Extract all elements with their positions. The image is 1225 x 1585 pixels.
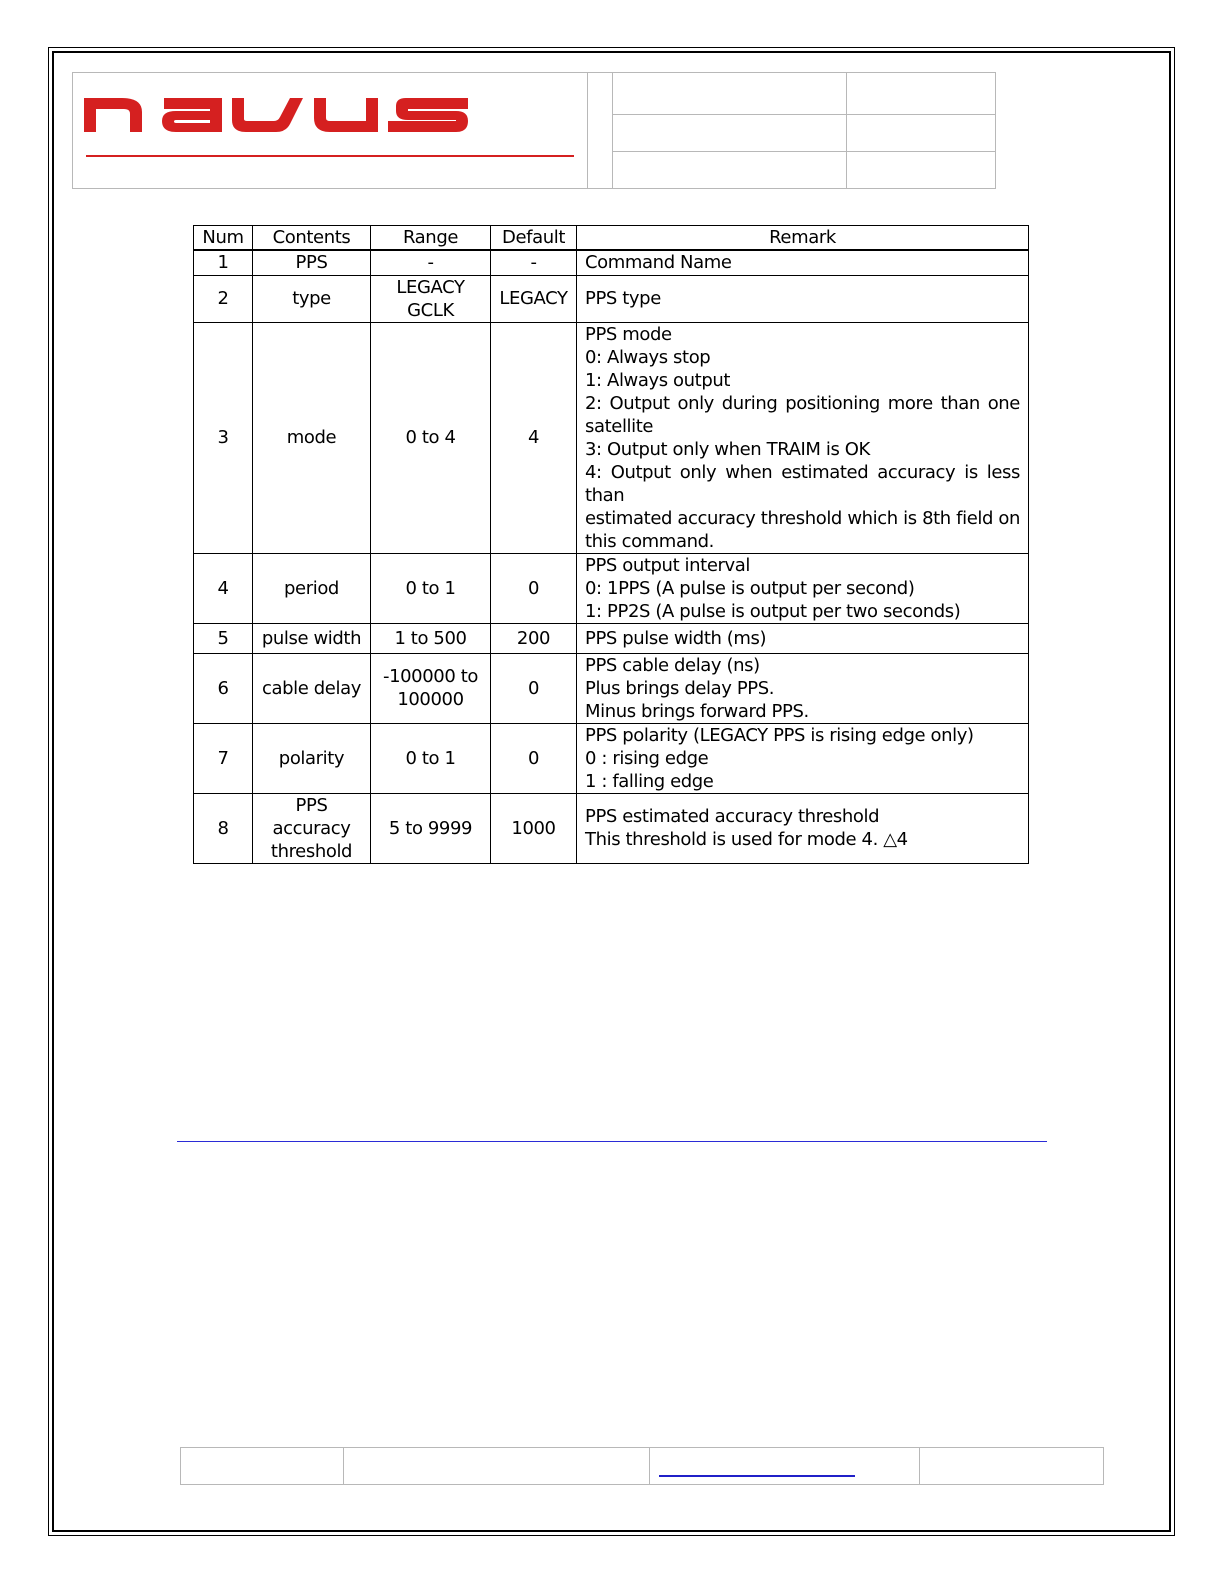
- header-contents: Contents: [253, 226, 371, 251]
- header-red-rule: [86, 155, 574, 157]
- contents-line: PPS: [295, 794, 328, 816]
- contents-line: threshold: [270, 840, 353, 862]
- contents-line: polarity: [278, 747, 345, 769]
- table-row: [194, 793, 1029, 863]
- remark-line: 0: Always stop: [585, 346, 711, 368]
- header-spacer-cell: [588, 72, 612, 189]
- remark-line: Plus brings delay PPS.: [585, 677, 775, 699]
- cell-contents: [253, 322, 371, 553]
- cell-range: [371, 623, 491, 653]
- table-row: [194, 723, 1029, 793]
- cell-num: 8: [194, 793, 253, 863]
- remark-line: 3: Output only when TRAIM is OK: [585, 438, 870, 460]
- contents-line: mode: [286, 427, 337, 448]
- cell-num: 1: [194, 250, 253, 275]
- footer-link-underline[interactable]: [659, 1475, 855, 1477]
- remark-line: Minus brings forward PPS.: [585, 700, 809, 722]
- contents-line: period: [284, 577, 339, 599]
- remark-line: PPS cable delay (ns): [585, 654, 760, 676]
- cell-contents: [253, 653, 371, 723]
- cell-remark: [577, 653, 1029, 723]
- remark-line: 1 : falling edge: [585, 770, 714, 792]
- range-line: 0 to 1: [405, 577, 456, 599]
- contents-line: PPS: [295, 252, 328, 274]
- pps-command-table: [193, 225, 1029, 864]
- cell-contents: [253, 723, 371, 793]
- header-info-grid: [612, 72, 996, 189]
- cell-default: 0: [491, 723, 577, 793]
- cell-contents: [253, 275, 371, 322]
- header-grid-divider: [613, 114, 995, 115]
- cell-num: 7: [194, 723, 253, 793]
- table-row: [194, 553, 1029, 623]
- cell-num: 3: [194, 322, 253, 553]
- range-line: -: [427, 252, 434, 274]
- footer-divider: [919, 1448, 920, 1484]
- contents-line: type: [292, 288, 331, 309]
- remark-line: 4: Output only when estimated accuracy is less than: [585, 461, 1020, 506]
- cell-default: 0: [491, 653, 577, 723]
- remark-line: PPS output interval: [585, 554, 750, 576]
- cell-num: 5: [194, 623, 253, 653]
- range-line: 5 to 9999: [388, 817, 473, 839]
- remark-line: 1: PP2S (A pulse is output per two seconds): [585, 600, 961, 622]
- cell-num: 2: [194, 275, 253, 322]
- range-line: 0 to 1: [405, 747, 456, 769]
- footer-divider: [649, 1448, 650, 1484]
- cell-default: LEGACY: [491, 275, 577, 322]
- remark-line: 1: Always output: [585, 369, 731, 391]
- cell-remark: [577, 322, 1029, 553]
- cell-remark: [577, 275, 1029, 322]
- remark-line: PPS mode: [585, 323, 672, 345]
- cell-remark: [577, 623, 1029, 653]
- range-line: -100000 to: [382, 666, 478, 687]
- remark-line: PPS pulse width (ms): [585, 627, 767, 649]
- header-grid-divider: [613, 151, 995, 152]
- remark-line: PPS type: [585, 288, 661, 309]
- range-line: 0 to 4: [405, 427, 456, 448]
- range-line: 1 to 500: [394, 627, 467, 649]
- cell-range: [371, 322, 491, 553]
- cell-remark: [577, 793, 1029, 863]
- cell-contents: [253, 623, 371, 653]
- contents-line: cable delay: [262, 677, 361, 699]
- remark-line: 2: Output only during positioning more than one: [585, 392, 1020, 414]
- footer-divider: [343, 1448, 344, 1484]
- remark-line: PPS polarity (LEGACY PPS is rising edge only): [585, 724, 974, 746]
- cell-range: [371, 275, 491, 322]
- remark-line: this command.: [585, 530, 714, 552]
- remark-line: estimated accuracy threshold which is 8th field on: [585, 507, 1020, 529]
- cell-default: 200: [491, 623, 577, 653]
- cell-default: -: [491, 250, 577, 275]
- header-num: Num: [194, 226, 253, 251]
- range-line: 100000: [397, 689, 464, 710]
- cell-remark: [577, 553, 1029, 623]
- page-blue-rule: [177, 1141, 1047, 1142]
- range-line: GCLK: [407, 299, 454, 321]
- cell-range: [371, 793, 491, 863]
- contents-line: pulse width: [261, 627, 362, 649]
- remark-line: 0 : rising edge: [585, 747, 709, 769]
- cell-default: 4: [491, 322, 577, 553]
- navus-logo: [84, 98, 468, 134]
- cell-remark: [577, 250, 1029, 275]
- cell-default: 1000: [491, 793, 577, 863]
- cell-contents: [253, 553, 371, 623]
- cell-remark: [577, 723, 1029, 793]
- cell-num: 6: [194, 653, 253, 723]
- table-header-row: [194, 226, 1029, 251]
- table-row: [194, 275, 1029, 322]
- remark-line: 0: 1PPS (A pulse is output per second): [585, 577, 915, 599]
- contents-line: accuracy: [272, 817, 351, 839]
- header-range: Range: [371, 226, 491, 251]
- header-default: Default: [491, 226, 577, 251]
- remark-line: This threshold is used for mode 4. △4: [585, 829, 908, 850]
- header-remark: Remark: [577, 226, 1029, 251]
- cell-contents: [253, 250, 371, 275]
- table-row: [194, 250, 1029, 275]
- cell-default: 0: [491, 553, 577, 623]
- table-row: [194, 653, 1029, 723]
- cell-range: [371, 250, 491, 275]
- footer-table: [180, 1447, 1104, 1485]
- remark-line: Command Name: [585, 252, 732, 274]
- cell-range: [371, 653, 491, 723]
- cell-range: [371, 553, 491, 623]
- range-line: LEGACY: [396, 276, 465, 298]
- table-row: [194, 623, 1029, 653]
- header-grid-divider: [846, 73, 847, 188]
- remark-line: satellite: [585, 415, 654, 437]
- table-row: [194, 322, 1029, 553]
- cell-num: 4: [194, 553, 253, 623]
- cell-range: [371, 723, 491, 793]
- cell-contents: [253, 793, 371, 863]
- remark-line: PPS estimated accuracy threshold: [585, 806, 880, 827]
